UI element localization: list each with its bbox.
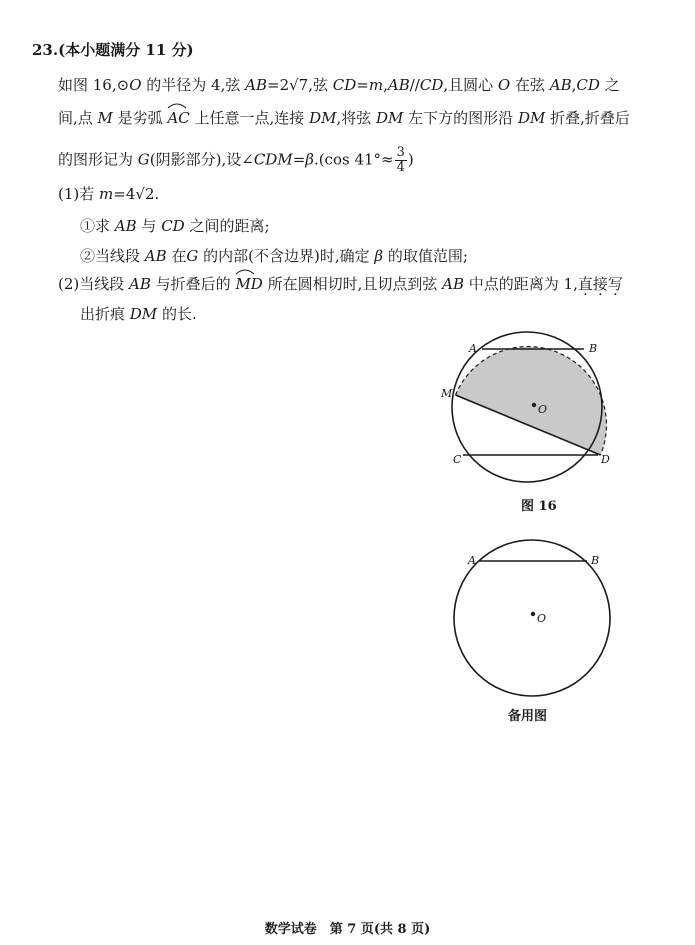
label-m: M — [441, 387, 453, 400]
sqrt-2: √2 — [135, 185, 155, 203]
label-a-spare: A — [468, 554, 476, 567]
label-d: D — [601, 453, 610, 466]
stem-line-3: 的图形记为 G(阴影部分),设∠CDM=β.(cos 41°≈ $\frac{3}{4}$ ) — [58, 145, 414, 175]
label-o: O — [538, 403, 548, 416]
center-point-o-spare — [531, 612, 535, 616]
stem-line-2: 间,点 M 是劣弧 AC 上任意一点,连接 DM,将弦 DM 左下方的图形沿 DM 折叠,折叠后 — [58, 108, 630, 128]
part1-sub2: ②当线段 AB 在G 的内部(不含边界)时,确定 β 的取值范围; — [80, 247, 468, 265]
arc-symbol-icon — [167, 101, 187, 109]
shaded-region-g — [456, 347, 607, 455]
arc-symbol-icon — [235, 267, 255, 275]
question-header — [32, 40, 194, 60]
figure-16 — [430, 330, 630, 490]
center-point-o — [532, 403, 536, 407]
arc-ac: AC — [167, 108, 189, 128]
part1-sub1: ①求 AB 与 CD 之间的距离; — [80, 217, 270, 235]
stem-line-1: 如图 16,⊙O 的半径为 4,弦 AB=2√7,弦 CD=m,AB//CD,且圆心 O 在弦 AB,CD 之 — [58, 76, 620, 94]
spare-figure — [440, 540, 630, 710]
question-number: 23. — [32, 41, 59, 59]
label-o-spare: O — [537, 612, 547, 625]
label-b-spare: B — [591, 554, 600, 567]
arc-md: MD — [235, 274, 262, 294]
label-b: B — [589, 342, 598, 355]
circle-o-spare — [454, 540, 610, 696]
fraction-three-quarters: $\frac{3}{4}$ — [396, 145, 405, 175]
page-footer: 数学试卷 第 7 页(共 8 页) — [264, 922, 431, 937]
label-a: A — [469, 342, 477, 355]
part2-line-2: 出折痕 DM 的长. — [80, 305, 197, 323]
part2-line-1: (2)当线段 AB 与折叠后的 MD 所在圆相切时,且切点到弦 AB 中点的距离为 1,直接写 — [58, 274, 623, 294]
figure-16-caption: 图 16 — [521, 499, 557, 514]
spare-figure-caption: 备用图 — [508, 709, 548, 724]
part1-lead: (1)若 m=4√2. — [58, 185, 160, 203]
sqrt-7: √7 — [289, 76, 309, 94]
label-c: C — [453, 453, 462, 466]
score-note: (本小题满分 11 分) — [58, 41, 194, 59]
